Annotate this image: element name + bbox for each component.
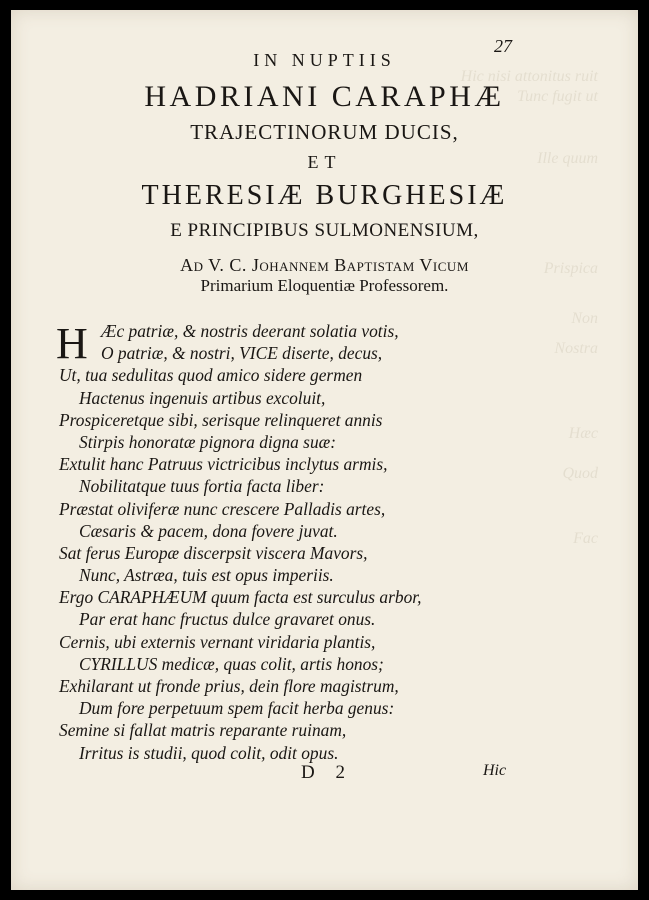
drop-cap: H bbox=[56, 319, 88, 368]
poem-line: Ergo CARAPHÆUM quum facta est surculus arbor, bbox=[59, 587, 422, 608]
poem-line: Cernis, ubi externis vernant viridaria plantis, bbox=[59, 631, 376, 652]
poem-line: Præstat oliviferæ nunc crescere Palladis artes, bbox=[59, 498, 386, 519]
poem-body bbox=[59, 320, 599, 764]
heading-line-8: Primarium Eloquentiæ Professorem. bbox=[200, 276, 449, 295]
heading-line-5: THERESIÆ BURGHESIÆ bbox=[141, 180, 508, 211]
signature-mark: D 2 bbox=[301, 762, 353, 783]
heading-line-1: IN NUPTIIS bbox=[253, 50, 396, 70]
heading-line-2: HADRIANI CARAPHÆ bbox=[144, 80, 505, 113]
book-page bbox=[11, 10, 638, 890]
heading-line-6: E PRINCIPIBUS SULMONENSIUM, bbox=[170, 220, 479, 241]
poem-line: Ut, tua sedulitas quod amico sidere germen bbox=[59, 365, 363, 386]
poem-line: Extulit hanc Patruus victricibus inclytus armis, bbox=[59, 454, 388, 475]
poem-line: Cæsaris & pacem, dona fovere juvat. bbox=[79, 520, 338, 541]
poem-line: O patriæ, & nostri, VICE diserte, decus, bbox=[101, 343, 383, 364]
poem-line: Sat ferus Europæ discerpsit viscera Mavors, bbox=[59, 542, 368, 563]
poem-line: Hactenus ingenuis artibus excoluit, bbox=[79, 387, 326, 408]
poem-line: Stirpis honoratæ pignora digna suæ: bbox=[79, 431, 337, 452]
heading-line-3: TRAJECTINORUM DUCIS, bbox=[190, 120, 459, 144]
poem-line: Æc patriæ, & nostris deerant solatia votis, bbox=[101, 321, 399, 341]
page-number: 27 bbox=[494, 36, 512, 56]
poem-line: Nobilitatque tuus fortia facta liber: bbox=[79, 476, 325, 497]
poem-line: Semine si fallat matris reparante ruinam, bbox=[59, 720, 347, 741]
poem-line: CYRILLUS medicæ, quas colit, artis honos; bbox=[79, 653, 384, 674]
heading-line-7: Ad V. C. Johannem Baptistam Vicum bbox=[180, 255, 469, 275]
poem-line: Exhilarant ut fronde prius, dein flore magistrum, bbox=[59, 676, 399, 696]
poem-line: Irritus is studii, quod colit, odit opus. bbox=[79, 742, 339, 763]
poem-line: Nunc, Astræa, tuis est opus imperiis. bbox=[79, 565, 334, 586]
catchword: Hic bbox=[483, 762, 507, 779]
poem-line: Dum fore perpetuum spem facit herba genus: bbox=[79, 698, 395, 719]
show-through-text: Hic nisi attonitus ruit Tunc fugit ut Ille quum Prispica Non Nostra Hæc Quod Fac bbox=[460, 68, 598, 547]
heading-line-4: ET bbox=[307, 152, 342, 172]
poem-line: Prospiceretque sibi, serisque relinqueret annis bbox=[59, 409, 383, 430]
poem-line: Par erat hanc fructus dulce gravaret onus. bbox=[79, 609, 376, 630]
